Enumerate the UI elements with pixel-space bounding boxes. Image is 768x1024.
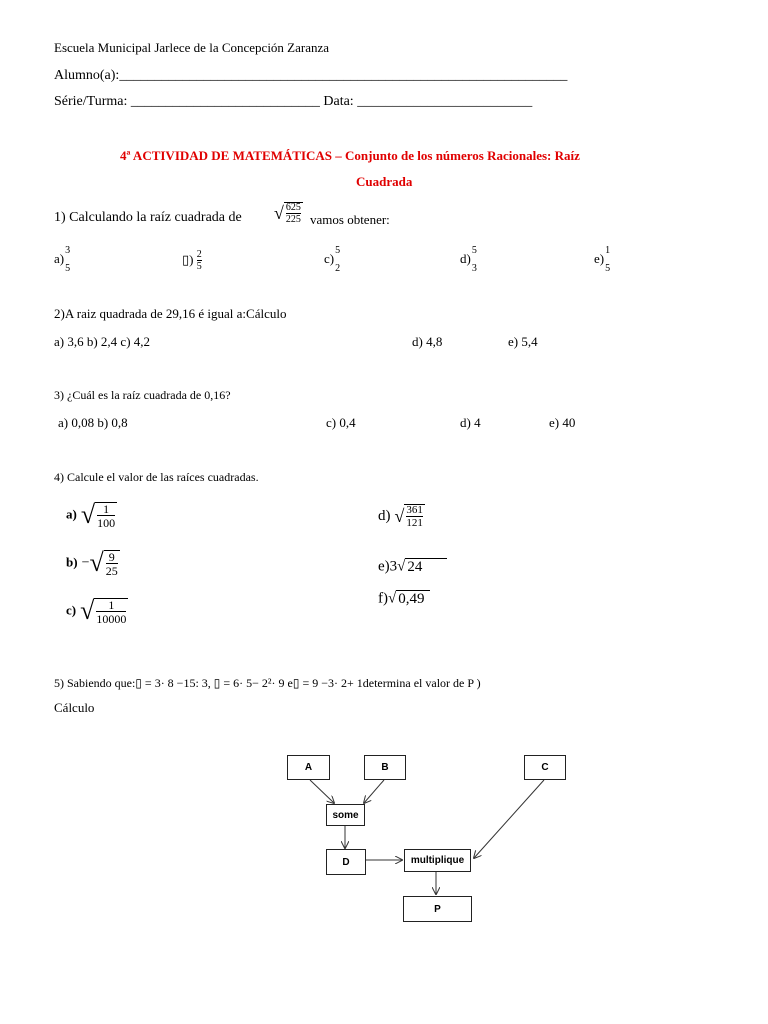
q2-options-abc[interactable]: a) 3,6 b) 2,4 c) 4,2: [54, 334, 151, 349]
activity-subtitle: Cuadrada: [356, 174, 413, 189]
q1-option-c[interactable]: c) 5 2: [324, 245, 341, 274]
q4-item-c: c) √ $\frac{1}{10000}$: [66, 596, 127, 626]
student-line[interactable]: ________________________________________________________________: [119, 68, 568, 83]
q1-radicand-den: 225: [285, 214, 301, 225]
grade-label: Série/Turma:: [54, 94, 128, 109]
flow-box-a: A: [287, 755, 330, 780]
flow-box-sum: some: [326, 804, 365, 826]
flow-box-c: C: [524, 755, 566, 780]
q3-option-c[interactable]: c) 0,4: [326, 415, 356, 430]
sqrt-symbol: √: [274, 203, 284, 223]
flow-box-p: P: [403, 896, 472, 922]
q5-prompt: 5) Sabiendo que:▯ = 3· 8 −15: 3, ▯ = 6· 5− 2²· 9 e▯ = 9 −3· 2+ 1determina el valor de P ): [54, 676, 481, 690]
q4-item-a: a) √ $\frac{1}{100}$: [66, 500, 116, 530]
q2-prompt: 2)A raiz quadrada de 29,16 é igual a:Cálculo: [54, 306, 287, 321]
grade-line[interactable]: ___________________________: [130, 94, 320, 109]
q3-options-ab[interactable]: a) 0,08 b) 0,8: [58, 415, 128, 430]
q1-option-b[interactable]: ▯) $\frac{2}{5}$: [182, 249, 202, 272]
q1-option-e[interactable]: e) 1 5: [594, 245, 611, 274]
q1-option-d[interactable]: d) 5 3: [460, 245, 477, 274]
q5-calc-label: Cálculo: [54, 700, 95, 715]
flow-box-b: B: [364, 755, 406, 780]
q2-option-e[interactable]: e) 5,4: [508, 334, 538, 349]
date-line[interactable]: _________________________: [357, 94, 533, 109]
date-label: Data:: [323, 94, 354, 109]
q3-option-e[interactable]: e) 40: [549, 415, 576, 430]
q1-prompt: 1) Calculando la raíz cuadrada de: [54, 210, 242, 225]
q4-item-e: e)3√ 24: [378, 558, 447, 576]
arrow-a-to-sum: [310, 780, 334, 803]
school-name: Escuela Municipal Jarlece de la Concepción Zaranza: [54, 40, 330, 55]
q3-option-d[interactable]: d) 4: [460, 415, 481, 430]
flow-box-d: D: [326, 849, 366, 875]
q1-radicand-num: 625: [285, 202, 301, 213]
flow-box-multiply: multiplique: [404, 849, 471, 872]
arrow-b-to-sum: [364, 780, 384, 803]
q3-prompt: 3) ¿Cuál es la raíz cuadrada de 0,16?: [54, 388, 231, 402]
q4-item-f: f)√ 0,49: [378, 590, 430, 608]
q1-suffix: vamos obtener:: [310, 212, 390, 227]
student-label: Alumno(a):: [54, 68, 120, 83]
q4-prompt: 4) Calcule el valor de las raíces cuadradas.: [54, 470, 259, 484]
q4-item-d: d) √ $\frac{361}{121}$: [378, 504, 423, 529]
q2-option-d[interactable]: d) 4,8: [412, 334, 443, 349]
activity-title: 4ª ACTIVIDAD DE MATEMÁTICAS – Conjunto de los números Racionales: Raíz: [120, 148, 580, 163]
arrow-c-to-multiply: [474, 780, 544, 858]
q1-option-a[interactable]: a) 3 5: [54, 245, 71, 274]
q4-item-b: b) −√ $\frac{9}{25}$: [66, 548, 118, 578]
